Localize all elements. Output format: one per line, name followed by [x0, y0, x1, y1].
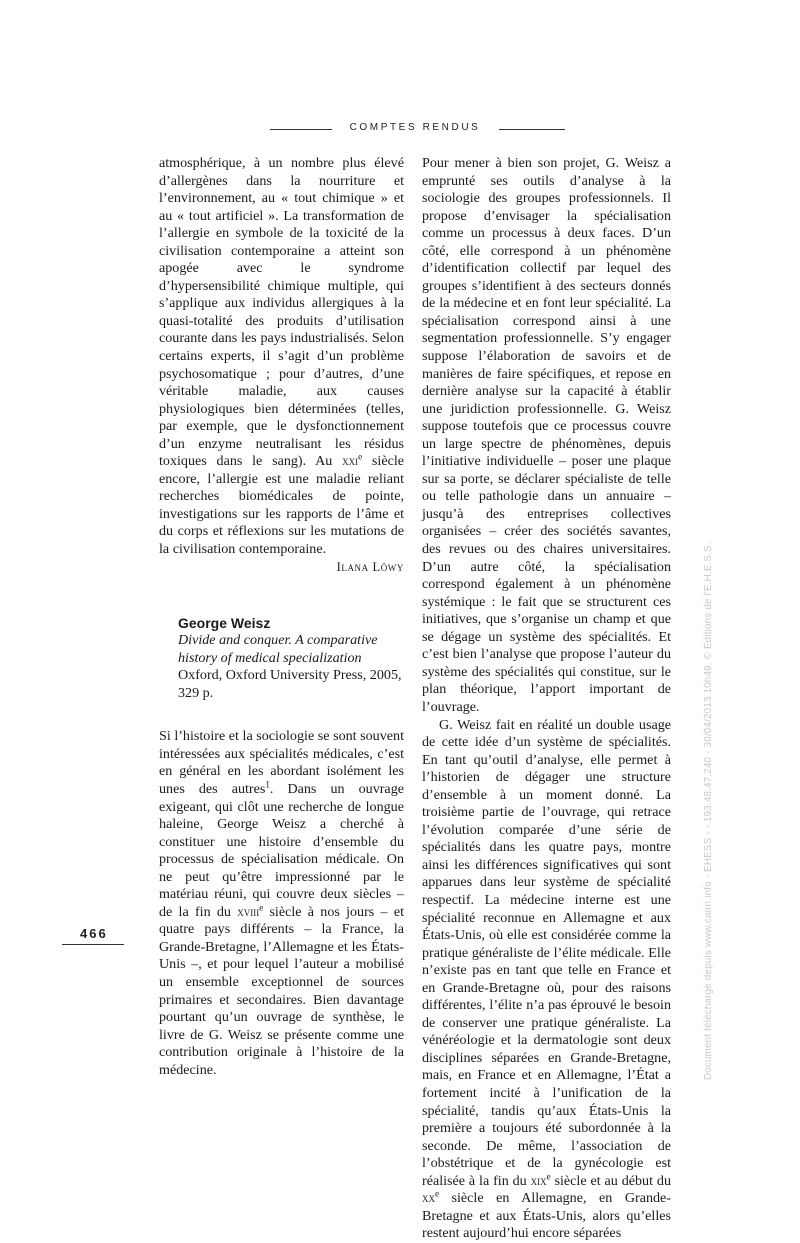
century-numeral: xviii — [237, 904, 260, 919]
p1-text-b: . Dans un ouvrage exigeant, qui clôt une recherche de longue haleine, George Weisz a cherché à constituer une histoire d’ensemble du processus de spécialisation médicale. On ne peut qu’être impressionné par le matériau réuni, qui couvre deux siècles – de la fin du — [159, 780, 404, 920]
page-number-rule — [62, 944, 124, 945]
left-column — [159, 155, 404, 1079]
century-numeral: xx — [422, 1191, 435, 1206]
century-superscript: e — [259, 902, 264, 913]
body-paragraph-3 — [422, 717, 671, 1243]
body-paragraph-1 — [159, 728, 404, 1079]
review1-text-end: siècle encore, l’allergie est une maladie reliant recherches biomédicales de pointe, investigations sur les rapports de l’âme et du corps et réflexions sur les mutations de la civilisation contemporaine. — [159, 453, 404, 558]
review1-paragraph — [159, 155, 404, 559]
century-numeral: xix — [530, 1173, 547, 1188]
running-header — [0, 122, 800, 136]
book-title: Divide and conquer. A comparative history of medical specialization — [178, 632, 378, 666]
century-superscript: e — [435, 1188, 439, 1199]
download-watermark: Document téléchargé depuis www.cairn.info - EHESS - - 193.48.47.240 - 30/04/2013 10h49. © Éditions de l'E.H.E.S.S. — [703, 542, 714, 1080]
p1-text-a: Si l’histoire et la sociologie se sont souvent intéressées aux spécialités médicales, c’est en général en les abordant isolément les unes des autres — [159, 728, 404, 797]
header-rule-right — [499, 129, 565, 130]
header-title: COMPTES RENDUS — [349, 122, 481, 133]
p1-text-c: siècle à nos jours – et quatre pays différents – la France, la Grande-Bretagne, l’Allemagne et les États-Unis –, et pour lequel l’auteur a mobilisé un ensemble exceptionnel de sources primaires et secondaires. Bien davantage pourtant qu’un ouvrage de synthèse, le livre de G. Weisz se présente comme une contribution originale à l’histoire de la médecine. — [159, 903, 404, 1078]
body-paragraph-2-continued: Pour mener à bien son projet, G. Weisz a emprunté ses outils d’analyse à la sociologie des groupes professionnels. Il propose d’envisager la spécialisation comme un processus à deux faces. D’un côté, elle correspond à un phénomène d’identification collectif par lequel des groupes s’identifient à des secteurs donnés de la médecine et en font leur spécialité. La spécialisation correspond ainsi à une segmentation professionnelle. S’y engager suppose l’élaboration de savoirs et de manières de faire spécifiques, et repose en dernière analyse sur la capacité à établir une juridiction professionnelle. G. Weisz suppose toutefois que ce processus couvre un large spectre de phénomènes, depuis l’initiative individuelle – poser une plaque sur sa porte, se déclarer spécialiste de telle ou telle pathologie dans un annuaire – jusqu’à des entreprises collectives organisées – créer des sociétés savantes, des revues ou des chaires universitaires. D’un autre côté, la spécialisation correspond également à un phénomène systémique : le fait que se structurent ces initiatives, que s’organise un champ et que se dégage un système des spécialités. Et c’est bien l’analyse que propose l’auteur du système des spécialités qui constitue, sur le plan théorique, l’apport important de l’ouvrage. — [422, 155, 671, 715]
century-superscript: e — [546, 1171, 551, 1182]
century-numeral: xxi — [342, 454, 359, 469]
p3-text-b: siècle et au début du — [550, 1172, 671, 1189]
book-reference — [178, 615, 404, 702]
page-number: 466 — [80, 926, 108, 941]
review1-text: atmosphérique, à un nombre plus élevé d’allergènes dans la nourriture et l’environnement, au « tout chimique » et au « tout artificiel ». La transformation de l’allergie en symbole de la toxicité de la civilisation contemporaine a atteint son apogée avec le syndrome d’hypersensibilité chimique multiple, qui s’applique aux individus allergiques à la quasi-totalité des produits d’utilisation courante dans les pays industrialisés. Selon certains experts, il s’agit d’un problème psychosomatique ; pour d’autres, d’une véritable maladie, aux causes physiologiques bien déterminées (telles, par exemple, que le dysfonctionnement d’un enzyme neutralisant les résidus toxiques dans le sang). Au — [159, 155, 404, 470]
book-publisher: Oxford, Oxford University Press, 2005, 329 p. — [178, 667, 402, 701]
header-rule-left — [270, 129, 332, 130]
p3-text-a: G. Weisz fait en réalité un double usage de cette idée d’un système de spécialités. En tant qu’outil d’analyse, elle permet à l’historien de dégager une structure d’ensemble à un moment donné. La troisième partie de l’ouvrage, qui retrace l’évolution comparée d’une série de spécialités dans les quatre pays, montre ainsi les différences significatives qui sont apparues dans leur système de spécialité respectif. La médecine interne est une spécialité reconnue en Allemagne et aux États-Unis, où elle est considérée comme la pratique généraliste de l’élite médicale. Elle n’existe pas en tant que telle en France et en Grande-Bretagne où, pour des raisons différentes, l’élite n’a pas éprouvé le besoin de conserver une pratique généraliste. La vénéréologie et la dermatologie sont deux disciplines séparées en Grande-Bretagne, mais, en France et en Allemagne, l’État a fortement incité à l’unification de la spécialité, tandis qu’aux États-Unis la première a toujours été subordonnée à la seconde. De même, l’association de l’obstétrique et de la gynécologie est réalisée à la fin du — [422, 716, 671, 1189]
review1-signature: Ilana Löwy — [336, 559, 404, 574]
century-superscript: e — [358, 451, 363, 462]
book-author: George Weisz — [178, 615, 271, 632]
footnote-ref[interactable]: 1 — [265, 779, 270, 790]
right-column — [422, 155, 671, 1243]
p3-text-c: siècle en Allemagne, en Grande-Bretagne et aux États-Unis, alors qu’elles restent aujourd’hui encore séparées — [422, 1190, 671, 1242]
